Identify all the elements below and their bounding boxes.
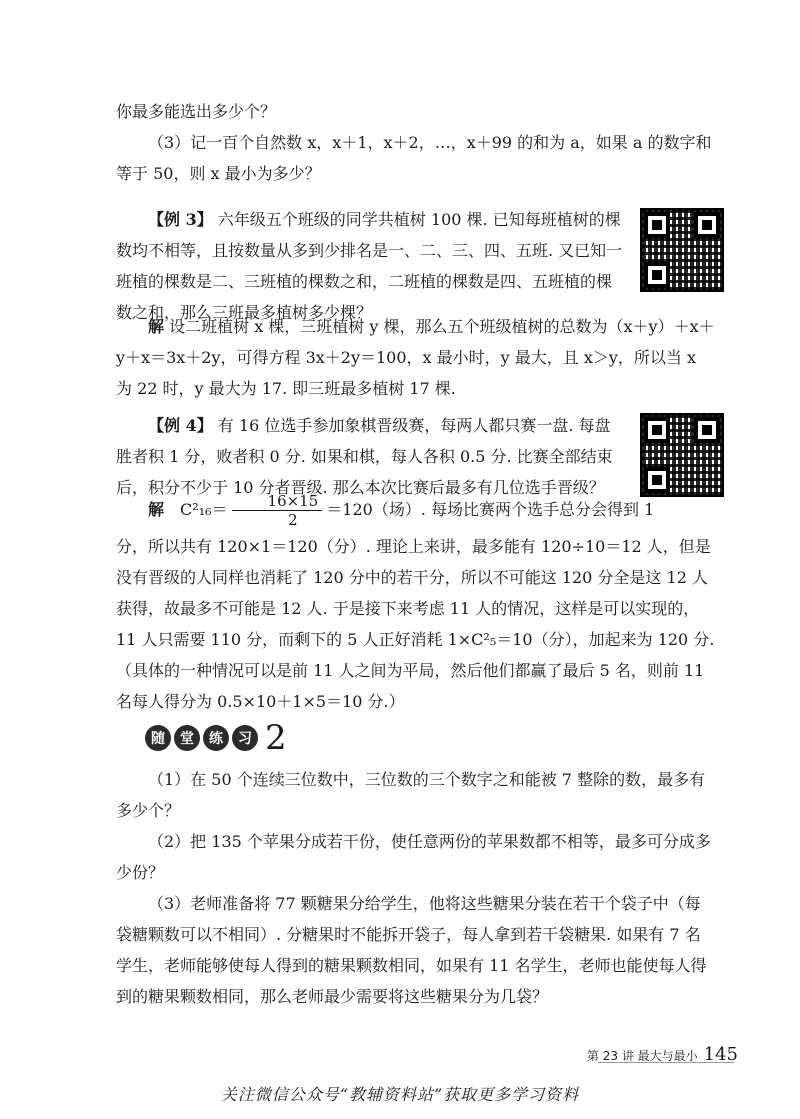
example-3-text: 六年级五个班级的同学共植树 100 棵. 已知每班植树的棵数均不相等，且按数量从多到少排名是一、二、三、四、五班. 又已知一班植的棵数是二、三班植的棵数之和，二班植的棵数是四、五班植的棵数之和，那么三班最多植树多少棵？: [116, 210, 623, 322]
solution-4-tag: 解: [148, 500, 165, 519]
page-footer: [587, 1044, 738, 1065]
example-3-problem: [116, 204, 624, 328]
example-4-text: 有 16 位选手参加象棋晋级赛，每两人都只赛一盘. 每盘胜者积 1 分，败者积 0 分. 如果和棋，每人各积 0.5 分. 比赛全部结束后，积分不少于 10 分者晋级. 那么本次比赛后最多有几位选手晋级？: [116, 416, 613, 497]
question-3-top: （3）记一百个自然数 x，x＋1，x＋2，…，x＋99 的和为 a，如果 a 的数字和等于 50，则 x 最小为多少？: [116, 133, 712, 183]
fraction-numerator: 16×15: [232, 492, 323, 511]
banner-number: 2: [265, 718, 287, 758]
bottom-note: 关注微信公众号“教辅资料站”获取更多学习资料: [220, 1085, 580, 1104]
solution-4-fraction: [232, 492, 323, 529]
solution-4-lhs: C²₁₆＝: [180, 500, 228, 519]
example-4-problem: [116, 410, 624, 503]
page-number: 145: [703, 1044, 738, 1065]
banner-char-1: 随: [145, 725, 171, 751]
practice-question-3: （3）老师准备将 77 颗糖果分给学生，他将这些糖果分装在若干个袋子中（每袋糖颗数可以不相同）. 分糖果时不能拆开袋子，每人拿到若干袋糖果. 如果有 7 名学生，老师能够使每人得到的糖果颗数相同，如果有 11 名学生，老师也能使每人得到的糖果颗数相同，那么老师最少需要将这些糖果分为几袋？: [116, 894, 707, 1006]
solution-3-text: 设二班植树 x 棵，三班植树 y 棵，那么五个班级植树的总数为（x＋y）＋x＋y＋x＝3x＋2y，可得方程 3x＋2y＝100，x 最小时，y 最大，且 x＞y，所以当 x 为 22 时，y 最大为 17. 即三班最多植树 17 棵.: [116, 317, 715, 398]
example-3-tag: 【例 3】: [148, 210, 213, 229]
example-4-solution-first: [116, 492, 716, 529]
example-4-tag: 【例 4】: [148, 416, 213, 435]
example-3-solution: [116, 311, 716, 404]
fraction-denominator: 2: [288, 511, 298, 529]
solution-3-tag: 解: [148, 317, 165, 336]
chapter-title: 第 23 讲 最大与最小: [586, 1049, 698, 1063]
example-4-solution-rest: 分，所以共有 120×1＝120（分）. 理论上来讲，最多能有 120÷10＝12 人，但是没有晋级的人同样也消耗了 120 分中的若干分，所以不可能这 120 分全是这 12 人获得，故最多不可能是 12 人. 于是接下来考虑 11 人的情况，这样是可以实现的，11 人只需要 110 分，而剩下的 5 人正好消耗 1×C²₅＝10（分），加起来为 120 分.（具体的一种情况可以是前 11 人之间为平局，然后他们都赢了最后 5 名，则前 11 名每人得分为 0.5×10＋1×5＝10 分.）: [116, 537, 715, 711]
qr-code-example-3: [640, 208, 724, 292]
qr-code-example-4: [640, 413, 724, 497]
continued-line: 你最多能选出多少个？: [116, 102, 277, 121]
banner-char-2: 堂: [174, 725, 200, 751]
banner-char-4: 习: [232, 725, 258, 751]
practice-question-2: （2）把 135 个苹果分成若干份，使任意两份的苹果数都不相等，最多可分成多少份？: [116, 832, 711, 882]
practice-banner: [145, 718, 287, 758]
solution-4-rhs: ＝120（场）. 每场比赛两个选手总分会得到 1: [326, 500, 655, 519]
banner-char-3: 练: [203, 725, 229, 751]
practice-question-1: （1）在 50 个连续三位数中，三位数的三个数字之和能被 7 整除的数，最多有多少个？: [116, 770, 706, 820]
